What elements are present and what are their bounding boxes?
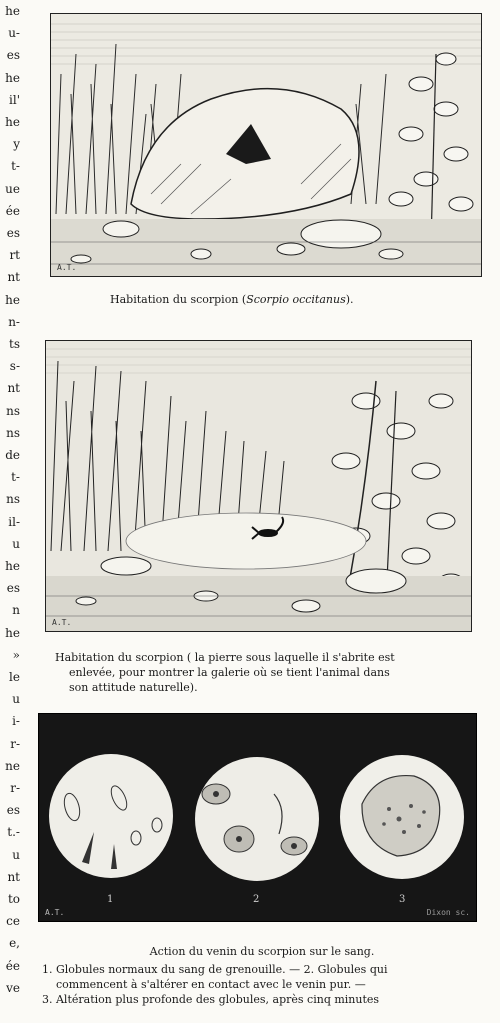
margin-text-fragment: n bbox=[12, 603, 20, 618]
margin-text-fragment: n- bbox=[8, 314, 20, 329]
margin-text-fragment: r- bbox=[10, 781, 20, 795]
figure3-engraver-credit: Dixon sc. bbox=[426, 908, 470, 917]
figure-scorpion-burrow bbox=[45, 340, 472, 632]
margin-text-fragment: es bbox=[6, 581, 20, 596]
figure1-signature: A.T. bbox=[57, 263, 77, 272]
margin-text-fragment: ns bbox=[6, 492, 20, 507]
left-margin-text-column bbox=[0, 0, 22, 1023]
margin-text-fragment: ve bbox=[6, 980, 20, 995]
margin-text-fragment: he bbox=[5, 292, 20, 307]
engraving-burrow-habitat bbox=[46, 341, 471, 631]
margin-text-fragment: t- bbox=[11, 159, 20, 174]
margin-text-fragment: he bbox=[5, 4, 20, 18]
margin-text-fragment: e, bbox=[9, 936, 20, 951]
figure3-signature: A.T. bbox=[45, 908, 65, 917]
margin-text-fragment: to bbox=[7, 892, 20, 906]
figure3-caption: Action du venin du scorpion sur le sang. 1. Globules normaux du sang de grenouille. — 2. Globules qui commencent à s'altérer en contact avec le venin pur. — 3. Altération plus profonde des globules, après cinq minutes bbox=[42, 944, 482, 1007]
margin-text-fragment: he bbox=[5, 115, 20, 129]
margin-text-fragment: s- bbox=[9, 359, 20, 374]
margin-text-fragment: nt bbox=[7, 869, 20, 884]
margin-text-fragment: i- bbox=[12, 714, 20, 729]
engraving-rock-habitat bbox=[51, 14, 481, 276]
margin-text-fragment: il- bbox=[8, 514, 20, 529]
circle-label-2: 2 bbox=[253, 894, 260, 905]
microscope-circle-1 bbox=[49, 754, 173, 878]
margin-text-fragment: he bbox=[5, 70, 20, 85]
circle-label-1: 1 bbox=[107, 894, 114, 905]
margin-text-fragment: ce bbox=[6, 914, 20, 929]
microscope-circle-2 bbox=[195, 757, 319, 881]
margin-text-fragment: he bbox=[5, 625, 20, 640]
margin-text-fragment: u- bbox=[8, 26, 20, 41]
circle-label-3: 3 bbox=[399, 894, 406, 905]
margin-text-fragment: rt bbox=[9, 248, 20, 263]
margin-text-fragment: ée bbox=[5, 958, 20, 973]
figure-scorpion-habitat bbox=[50, 13, 482, 277]
margin-text-fragment: ts bbox=[9, 337, 20, 351]
margin-text-fragment: u bbox=[12, 847, 20, 862]
margin-text-fragment: » bbox=[12, 647, 20, 662]
figure1-caption: Habitation du scorpion (Scorpio occitanus). bbox=[110, 293, 354, 306]
margin-text-fragment: y bbox=[13, 137, 20, 152]
margin-text-fragment: r- bbox=[10, 736, 20, 751]
margin-text-fragment: u bbox=[12, 536, 20, 551]
margin-text-fragment: nt bbox=[7, 381, 20, 396]
engraving-microscope-circles bbox=[39, 714, 476, 921]
margin-text-fragment: ée bbox=[5, 203, 20, 218]
figure2-caption: Habitation du scorpion ( la pierre sous laquelle il s'abrite est enlevée, pour montrer la galerie où se tient l'animal dans son attitude naturelle). bbox=[55, 651, 395, 694]
figure-venom-blood-action bbox=[38, 713, 477, 922]
figure1-species-name: Scorpio occitanus bbox=[246, 293, 346, 306]
margin-text-fragment: he bbox=[5, 559, 20, 573]
margin-text-fragment: t.- bbox=[7, 825, 20, 840]
margin-text-fragment: ns bbox=[6, 403, 20, 418]
margin-text-fragment: de bbox=[5, 448, 20, 462]
margin-text-fragment: ne bbox=[5, 758, 20, 773]
margin-text-fragment: es bbox=[6, 803, 20, 818]
margin-text-fragment: u bbox=[12, 692, 20, 707]
figure3-caption-title: Action du venin du scorpion sur le sang. bbox=[149, 945, 375, 958]
margin-text-fragment: il' bbox=[9, 92, 20, 107]
microscope-circle-3 bbox=[340, 755, 464, 879]
margin-text-fragment: es bbox=[6, 226, 20, 240]
margin-text-fragment: le bbox=[9, 670, 20, 684]
margin-text-fragment: ue bbox=[5, 181, 20, 196]
margin-text-fragment: ns bbox=[6, 425, 20, 440]
figure2-signature: A.T. bbox=[52, 618, 72, 627]
margin-text-fragment: t- bbox=[11, 470, 20, 485]
margin-text-fragment: es bbox=[6, 48, 20, 63]
margin-text-fragment: nt bbox=[7, 270, 20, 285]
